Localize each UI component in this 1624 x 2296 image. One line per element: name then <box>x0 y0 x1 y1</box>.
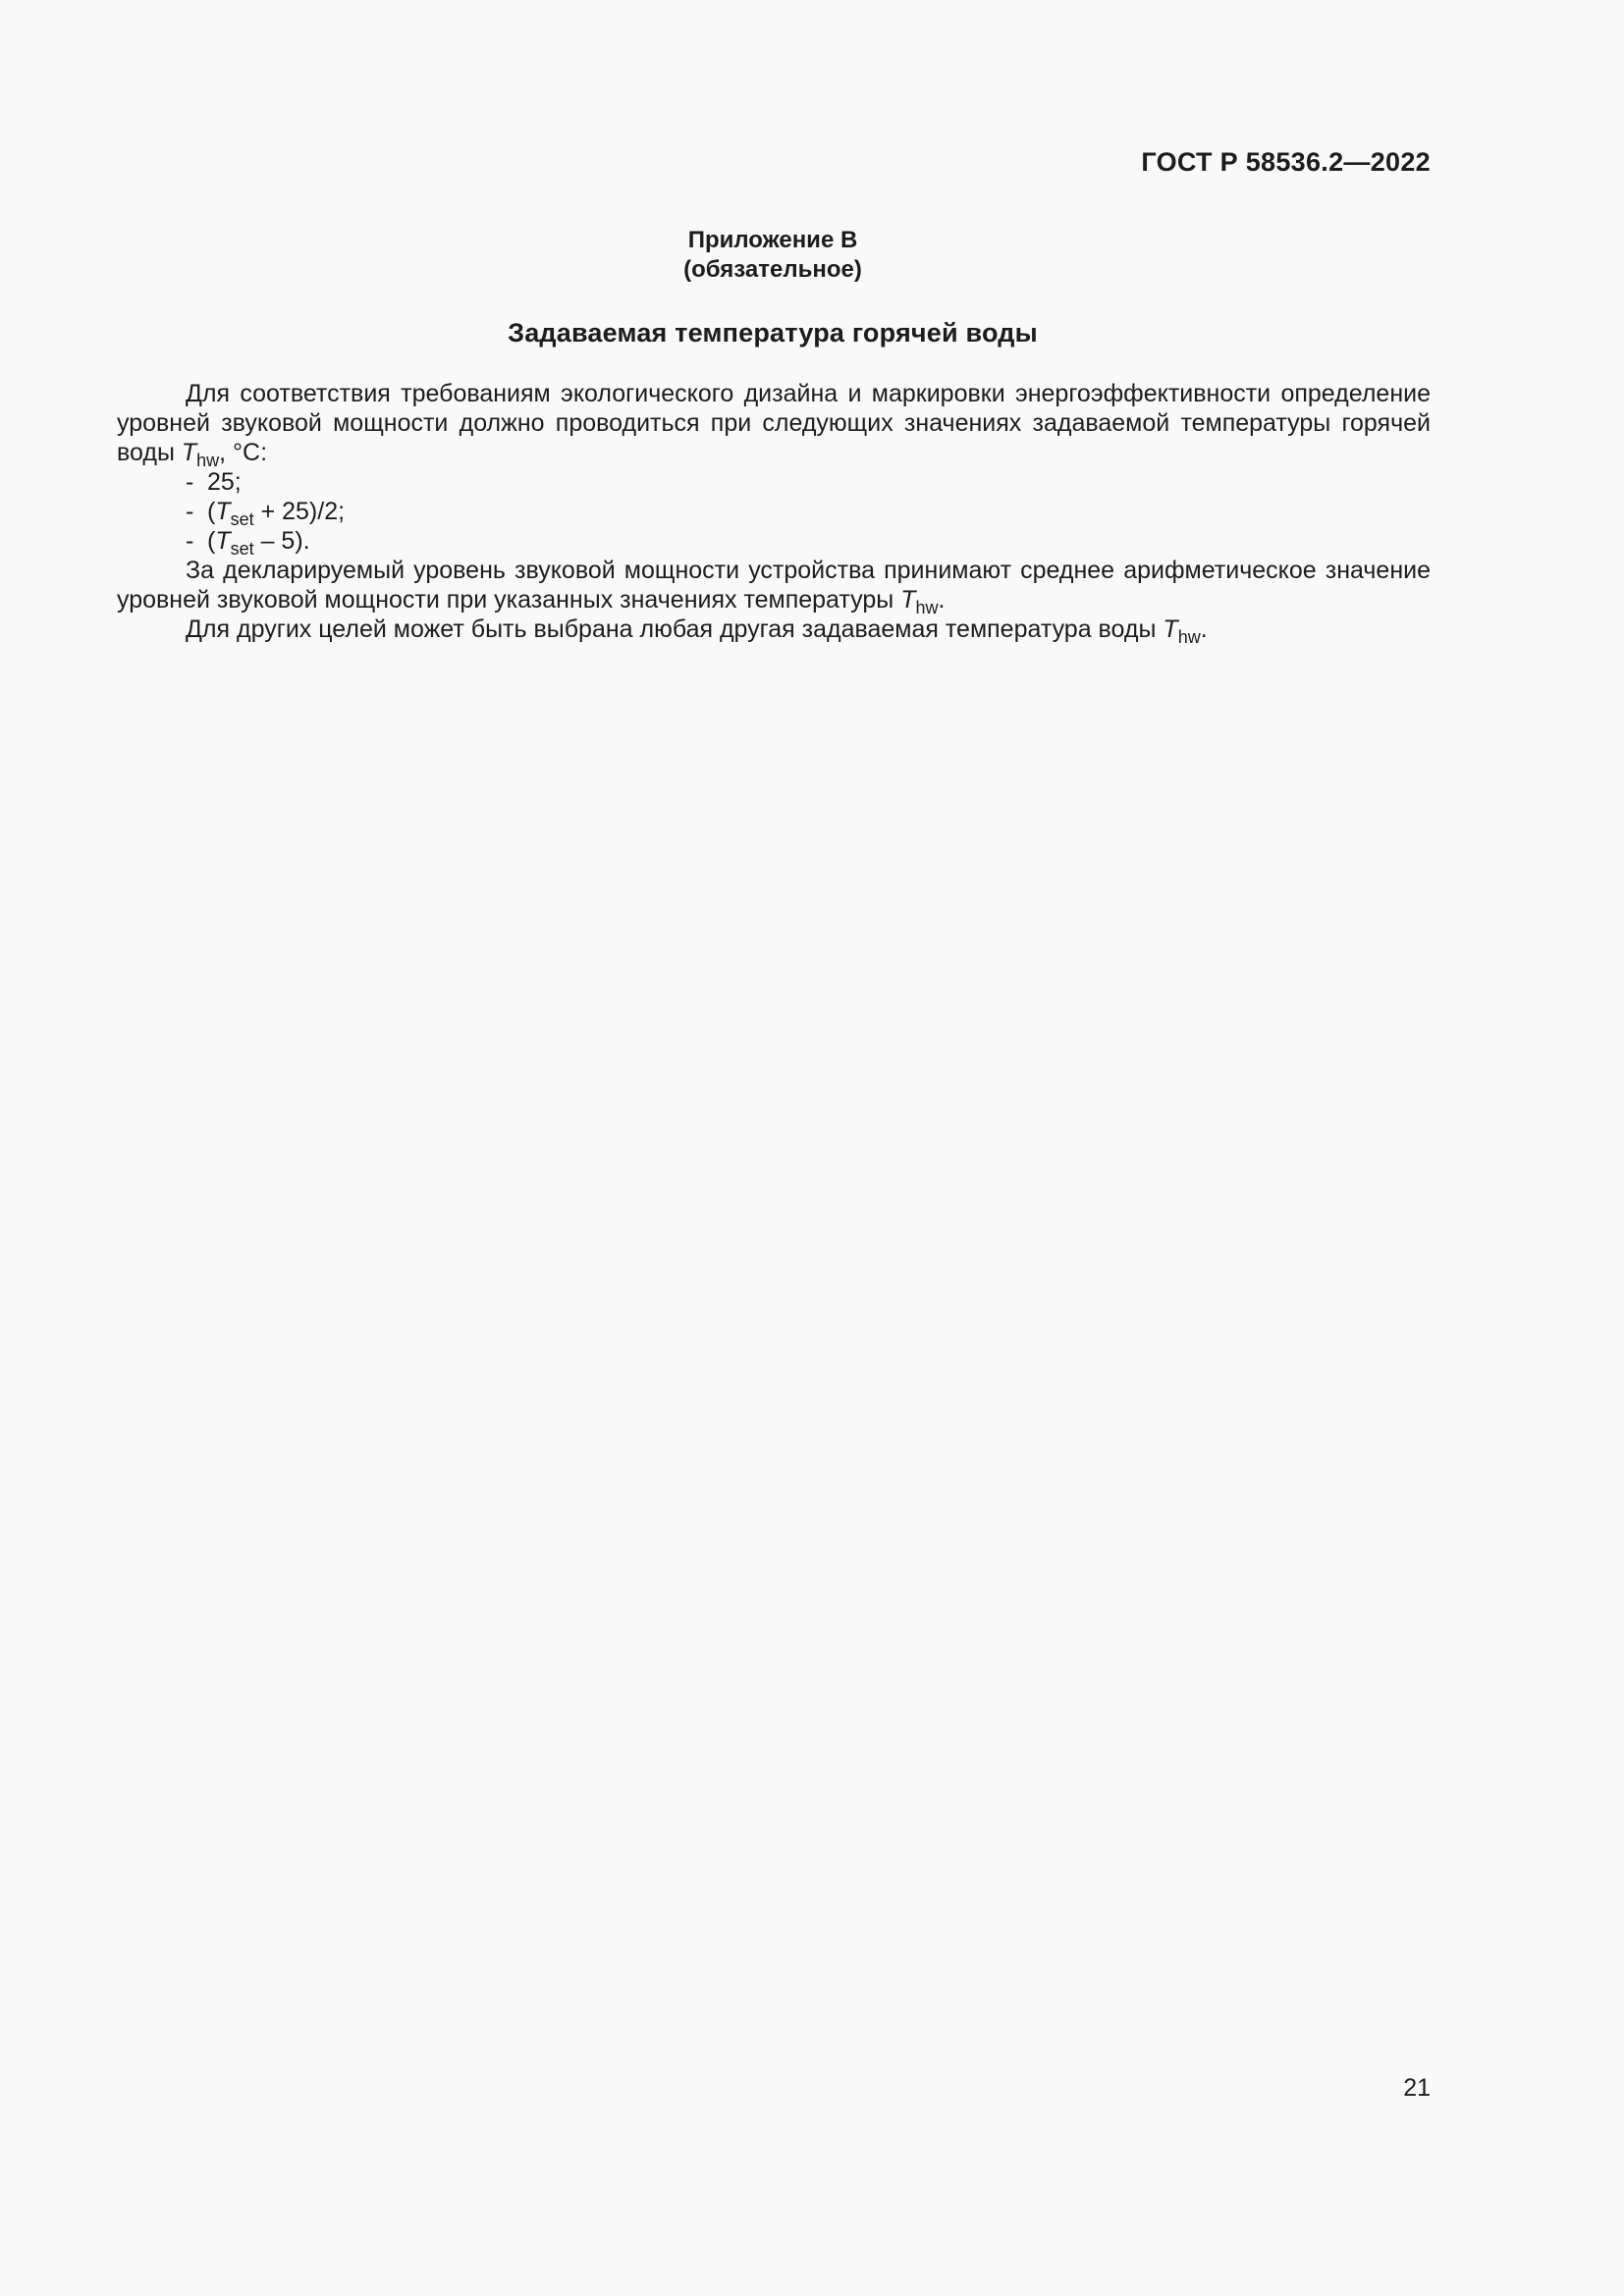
document-code: ГОСТ Р 58536.2—2022 <box>1141 147 1431 177</box>
symbol-T: T <box>181 439 197 466</box>
symbol-T: T <box>1163 615 1178 643</box>
list-item-post: + 25)/2; <box>253 498 346 525</box>
paragraph-declared-level <box>117 556 1431 617</box>
section-title: Задаваемая температура горячей воды <box>508 318 1038 347</box>
list-dash: - <box>186 468 194 496</box>
annex-heading <box>0 226 1545 285</box>
annex-title: Приложение В <box>687 227 858 253</box>
symbol-subscript: set <box>230 509 254 529</box>
list-dash: - <box>186 498 194 525</box>
list-item-text: 25; <box>207 468 242 496</box>
symbol-subscript: hw <box>915 598 939 617</box>
list-item-post: – 5). <box>253 527 310 555</box>
paragraph-other-purposes <box>117 614 1431 647</box>
list-item <box>117 497 1431 529</box>
paragraph-other-tail: . <box>1200 615 1208 643</box>
symbol-subscript: set <box>230 539 254 559</box>
paragraph-intro-tail: , °C: <box>219 439 268 466</box>
paragraph-declared-tail: . <box>938 586 946 614</box>
paragraph-intro-text: Для соответствия требованиям экологического дизайна и маркировки энергоэффективности определение уровней звуковой мощности должно проводиться при следующих значениях задаваемой температуры горячей воды <box>117 380 1431 466</box>
paragraph-intro <box>117 379 1431 470</box>
symbol-T: T <box>900 586 916 614</box>
document-body <box>117 379 1431 647</box>
symbol-T: T <box>215 527 231 555</box>
paragraph-other-text: Для других целей может быть выбрана любая другая задаваемая температура воды <box>186 615 1164 643</box>
annex-status: (обязательное) <box>683 256 862 283</box>
symbol-T: T <box>215 498 231 525</box>
list-item <box>117 467 1431 497</box>
list-dash: - <box>186 527 194 555</box>
symbol-subscript: hw <box>1177 627 1201 647</box>
list-item-pre: ( <box>207 498 216 525</box>
symbol-subscript: hw <box>196 451 220 470</box>
page-number: 21 <box>1403 2074 1431 2102</box>
list-item-pre: ( <box>207 527 216 555</box>
list-item <box>117 526 1431 559</box>
paragraph-declared-text: За декларируемый уровень звуковой мощности устройства принимают среднее арифметическое значение уровней звуковой мощности при указанных значениях температуры <box>117 557 1431 614</box>
